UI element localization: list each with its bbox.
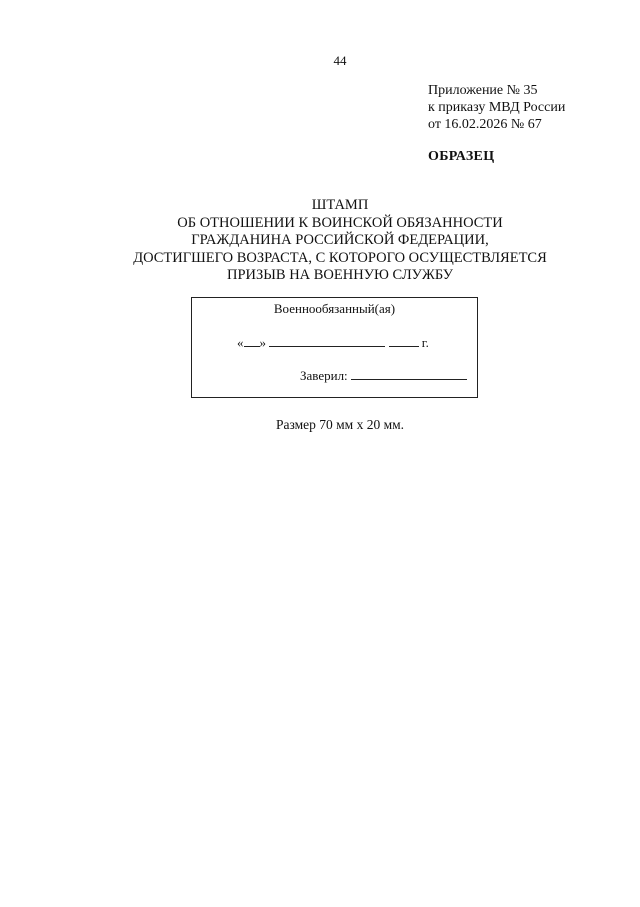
appendix-reference (428, 82, 565, 133)
title-line-1: ШТАМП (311, 197, 369, 213)
certified-label: Заверил: (300, 368, 348, 383)
appendix-number: Приложение № 35 (428, 83, 538, 98)
stamp-certified-row (300, 368, 467, 384)
appendix-order: к приказу МВД России (428, 100, 566, 115)
date-close-quote: » (259, 335, 266, 350)
title-line-4: ДОСТИГШЕГО ВОЗРАСТА, С КОТОРОГО ОСУЩЕСТВЛЯЕТСЯ (133, 249, 547, 266)
stamp-heading: Военнообязанный(ая) (273, 301, 396, 316)
title-line-2: ОБ ОТНОШЕНИИ К ВОИНСКОЙ ОБЯЗАННОСТИ (177, 214, 503, 231)
date-open-quote: « (237, 335, 244, 350)
signature-blank-line (351, 368, 467, 380)
year-blank-line (389, 335, 419, 347)
page-number: 44 (333, 53, 347, 68)
sample-label: ОБРАЗЕЦ (428, 149, 495, 164)
stamp-sample-box (191, 297, 478, 398)
year-suffix: г. (421, 335, 429, 350)
title-line-3: ГРАЖДАНИНА РОССИЙСКОЙ ФЕДЕРАЦИИ, (191, 232, 489, 248)
day-blank-line (244, 335, 260, 347)
document-title (0, 197, 640, 285)
stamp-size-note: Размер 70 мм х 20 мм. (275, 417, 405, 432)
stamp-date-row (237, 335, 429, 351)
appendix-order-date: от 16.02.2026 № 67 (428, 117, 542, 132)
month-blank-line (269, 335, 385, 347)
title-line-5: ПРИЗЫВ НА ВОЕННУЮ СЛУЖБУ (226, 267, 453, 283)
